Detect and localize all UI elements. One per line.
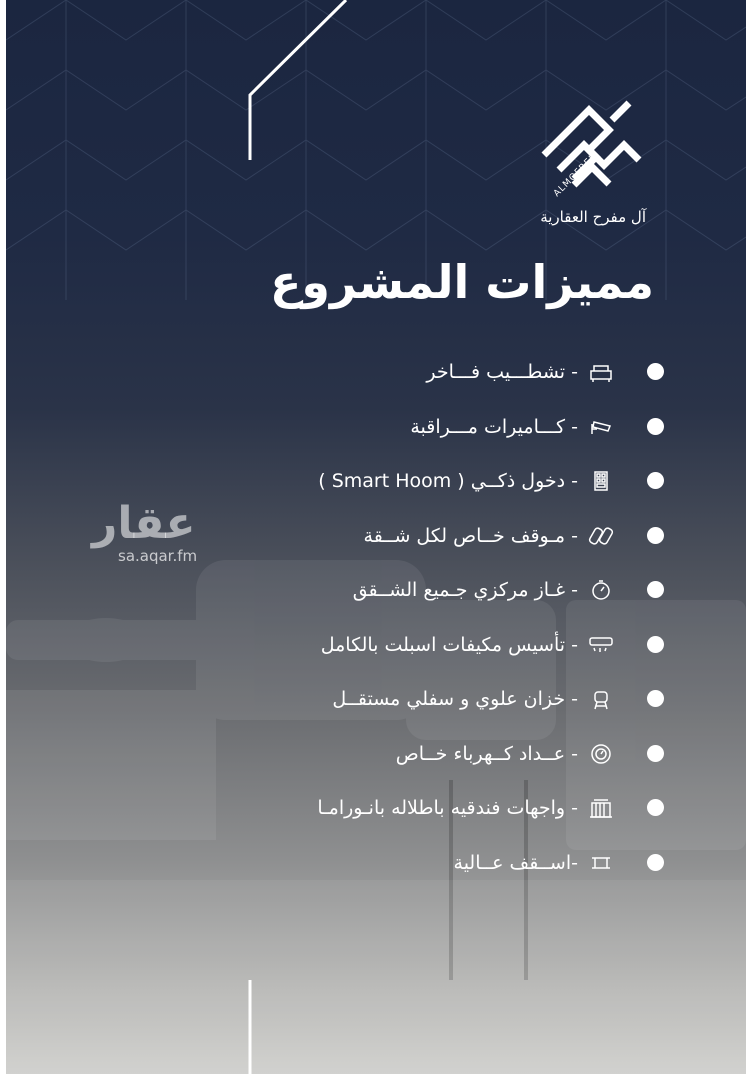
- parking-icon: [588, 525, 614, 547]
- bullet-dot: [647, 418, 664, 435]
- bullet-dot: [647, 363, 664, 380]
- finishing-icon: [588, 361, 614, 383]
- camera-icon: [588, 416, 614, 438]
- feature-item: [190, 672, 650, 727]
- bullet-dot: [647, 690, 664, 707]
- feature-label: - غـاز مركزي جـميع الشــقق: [352, 579, 578, 602]
- feature-label: -اســقف عــالية: [453, 851, 578, 874]
- bullet-dot: [647, 799, 664, 816]
- feature-item: [190, 781, 650, 836]
- logo-latin-text: ALMOFREH: [551, 150, 601, 200]
- ac-icon: [588, 634, 614, 656]
- feature-item: [190, 727, 650, 782]
- ceiling-icon: [588, 852, 614, 874]
- feature-item: [190, 454, 650, 509]
- feature-label: - مـوقف خــاص لكل شــقة: [363, 524, 578, 547]
- smart-home-icon: [588, 470, 614, 492]
- project-features-card: [6, 0, 746, 1074]
- bullet-dot: [647, 581, 664, 598]
- feature-label: - تأسيس مكيفات اسبلت بالكامل: [320, 633, 578, 656]
- company-name: آل مفرح العقارية: [540, 208, 646, 226]
- water-tank-icon: [588, 688, 614, 710]
- watermark-url: sa.aqar.fm: [118, 547, 198, 565]
- feature-item: [190, 618, 650, 673]
- facade-icon: [588, 797, 614, 819]
- bullet-dot: [647, 745, 664, 762]
- feature-item: [190, 509, 650, 564]
- feature-item: [190, 563, 650, 618]
- feature-item: [190, 836, 650, 891]
- bullet-dot: [647, 527, 664, 544]
- page-title: مميزات المشروع: [269, 255, 654, 309]
- gas-icon: [588, 579, 614, 601]
- feature-label: - دخول ذكــي ( Smart Hoom ): [318, 470, 578, 493]
- feature-label: - عــداد كــهرباء خــاص: [395, 742, 578, 765]
- feature-item: [190, 400, 650, 455]
- bullet-dot: [647, 636, 664, 653]
- feature-label: - كـــاميرات مـــراقبة: [410, 415, 578, 438]
- feature-item: [190, 345, 650, 400]
- feature-label: - واجهات فندقيه باطلاله بانـورامـا: [317, 797, 578, 820]
- watermark-text: عقار: [92, 498, 196, 549]
- feature-label: - تشطـــيب فـــاخر: [426, 361, 578, 384]
- bullet-dot: [647, 472, 664, 489]
- meter-icon: [588, 743, 614, 765]
- features-list: [190, 345, 650, 890]
- feature-label: - خزان علوي و سفلي مستقــل: [332, 688, 578, 711]
- bullet-dot: [647, 854, 664, 871]
